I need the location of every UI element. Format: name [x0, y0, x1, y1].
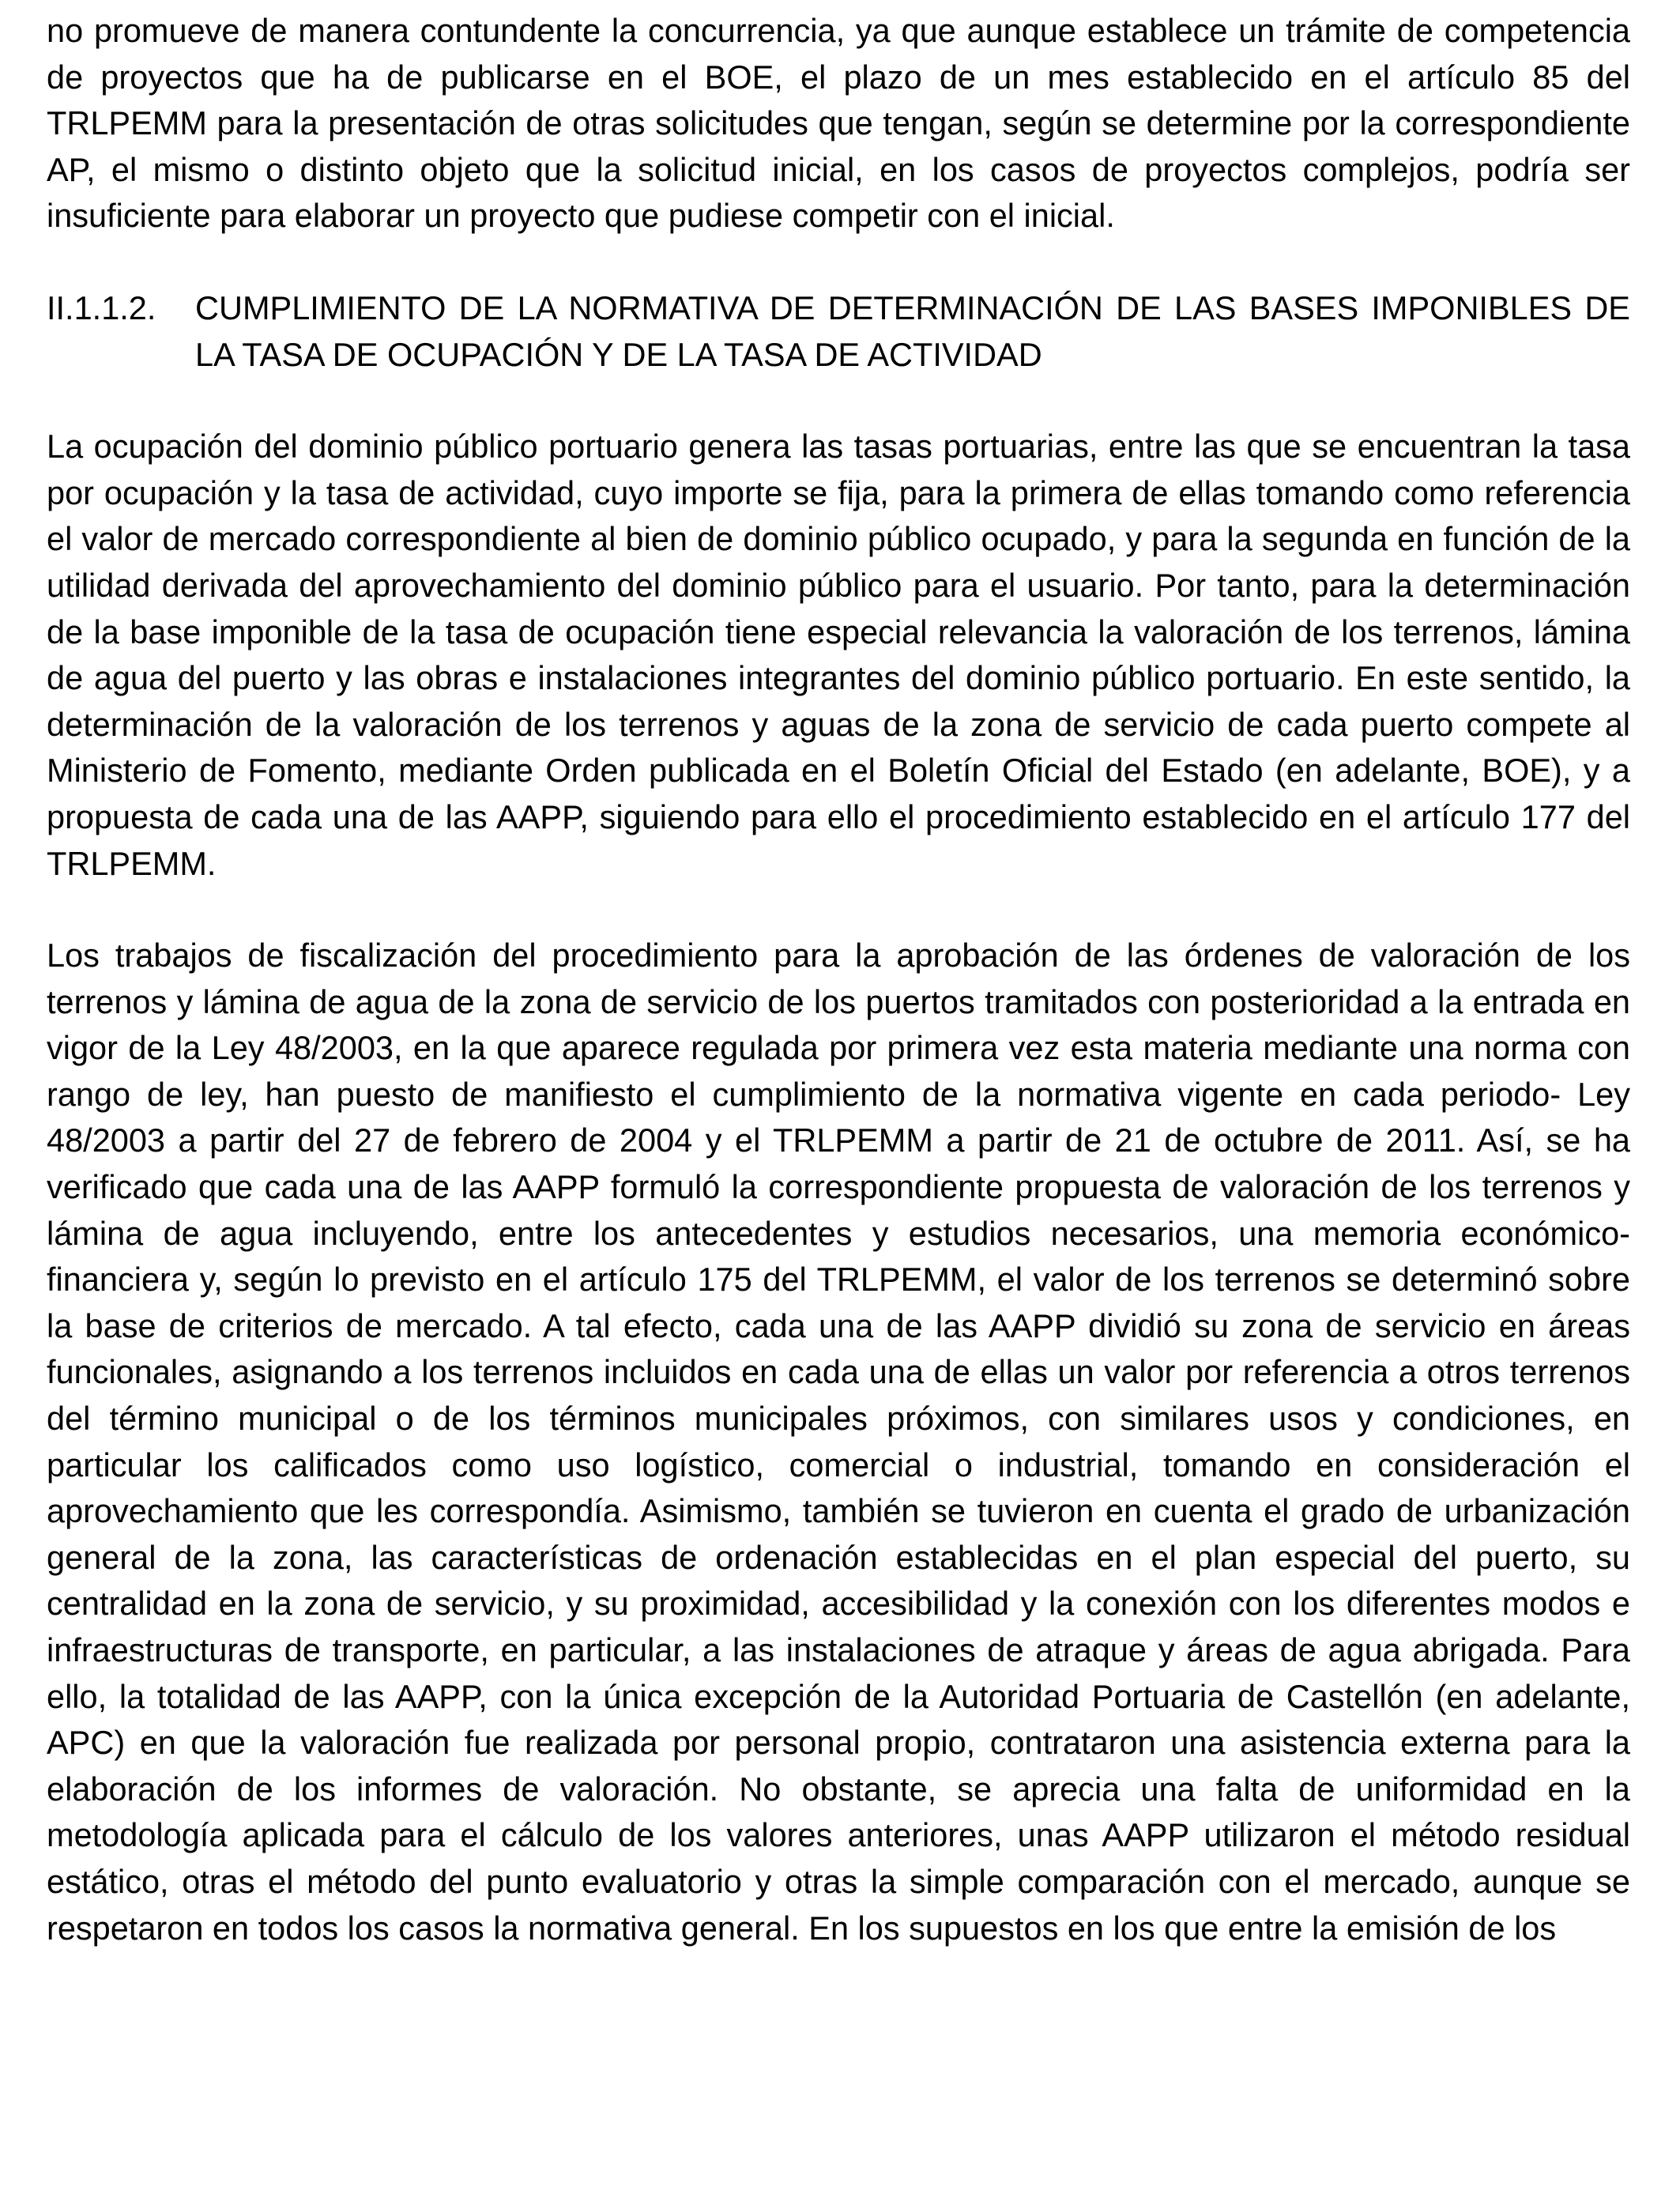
paragraph-fiscalizacion: Los trabajos de fiscalización del procedimiento para la aprobación de las órdenes de valoración de los terrenos y lámina de agua de la zona de servicio de los puertos tramitados con posterioridad a la entrada en vigor de la Ley 48/2003, en la que aparece regulada por primera vez esta materia mediante una norma con rango de ley, han puesto de manifiesto el cumplimiento de la normativa vigente en cada periodo- Ley 48/2003 a partir del 27 de febrero de 2004 y el TRLPEMM a partir de 21 de octubre de 2011. Así, se ha verificado que cada una de las AAPP formuló la correspondiente propuesta de valoración de los terrenos y lámina de agua incluyendo, entre los antecedentes y estudios necesarios, una memoria económico-financiera y, según lo previsto en el artículo 175 del TRLPEMM, el valor de los terrenos se determinó sobre la base de criterios de mercado. A tal efecto, cada una de las AAPP dividió su zona de servicio en áreas funcionales, asignando a los terrenos incluidos en cada una de ellas un valor por referencia a otros terrenos del término municipal o de los términos municipales próximos, con similares usos y condiciones, en particular los calificados como uso logístico, comercial o industrial, tomando en consideración el aprovechamiento que les correspondía. Asimismo, también se tuvieron en cuenta el grado de urbanización general de la zona, las características de ordenación establecidas en el plan especial del puerto, su centralidad en la zona de servicio, y su proximidad, accesibilidad y la conexión con los diferentes modos e infraestructuras de transporte, en particular, a las instalaciones de atraque y áreas de agua abrigada. Para ello, la totalidad de las AAPP, con la única excepción de la Autoridad Portuaria de Castellón (en adelante, APC) en que la valoración fue realizada por personal propio, contrataron una asistencia externa para la elaboración de los informes de valoración. No obstante, se aprecia una falta de uniformidad en la metodología aplicada para el cálculo de los valores anteriores, unas AAPP utilizaron el método residual estático, otras el método del punto evaluatorio y otras la simple comparación con el mercado, aunque se respetaron en todos los casos la normativa general. En los supuestos en los que entre la emisión de los	[47, 937, 1630, 1947]
paragraph-tasas: La ocupación del dominio público portuario genera las tasas portuarias, entre las que se encuentran la tasa por ocupación y la tasa de actividad, cuyo importe se fija, para la primera de ellas tomando como referencia el valor de mercado correspondiente al bien de dominio público ocupado, y para la segunda en función de la utilidad derivada del aprovechamiento del dominio público para el usuario. Por tanto, para la determinación de la base imponible de la tasa de ocupación tiene especial relevancia la valoración de los terrenos, lámina de agua del puerto y las obras e instalaciones integrantes del dominio público portuario. En este sentido, la determinación de la valoración de los terrenos y aguas de la zona de servicio de cada puerto compete al Ministerio de Fomento, mediante Orden publicada en el Boletín Oficial del Estado (en adelante, BOE), y a propuesta de cada una de las AAPP, siguiendo para ello el procedimiento establecido en el artículo 177 del TRLPEMM.	[47, 428, 1630, 882]
section-number: II.1.1.2.	[47, 288, 156, 326]
section-heading	[47, 285, 1630, 378]
section-title: CUMPLIMIENTO DE LA NORMATIVA DE DETERMINACIÓN DE LAS BASES IMPONIBLES DE LA TASA DE OCUPACIÓN Y DE LA TASA DE ACTIVIDAD	[195, 288, 1630, 373]
paragraph-continuation: no promueve de manera contundente la concurrencia, ya que aunque establece un trámite de competencia de proyectos que ha de publicarse en el BOE, el plazo de un mes establecido en el artículo 85 del TRLPEMM para la presentación de otras solicitudes que tengan, según se determine por la correspondiente AP, el mismo o distinto objeto que la solicitud inicial, en los casos de proyectos complejos, podría ser insuficiente para elaborar un proyecto que pudiese competir con el inicial.	[47, 12, 1630, 235]
document-page	[47, 8, 1630, 1951]
